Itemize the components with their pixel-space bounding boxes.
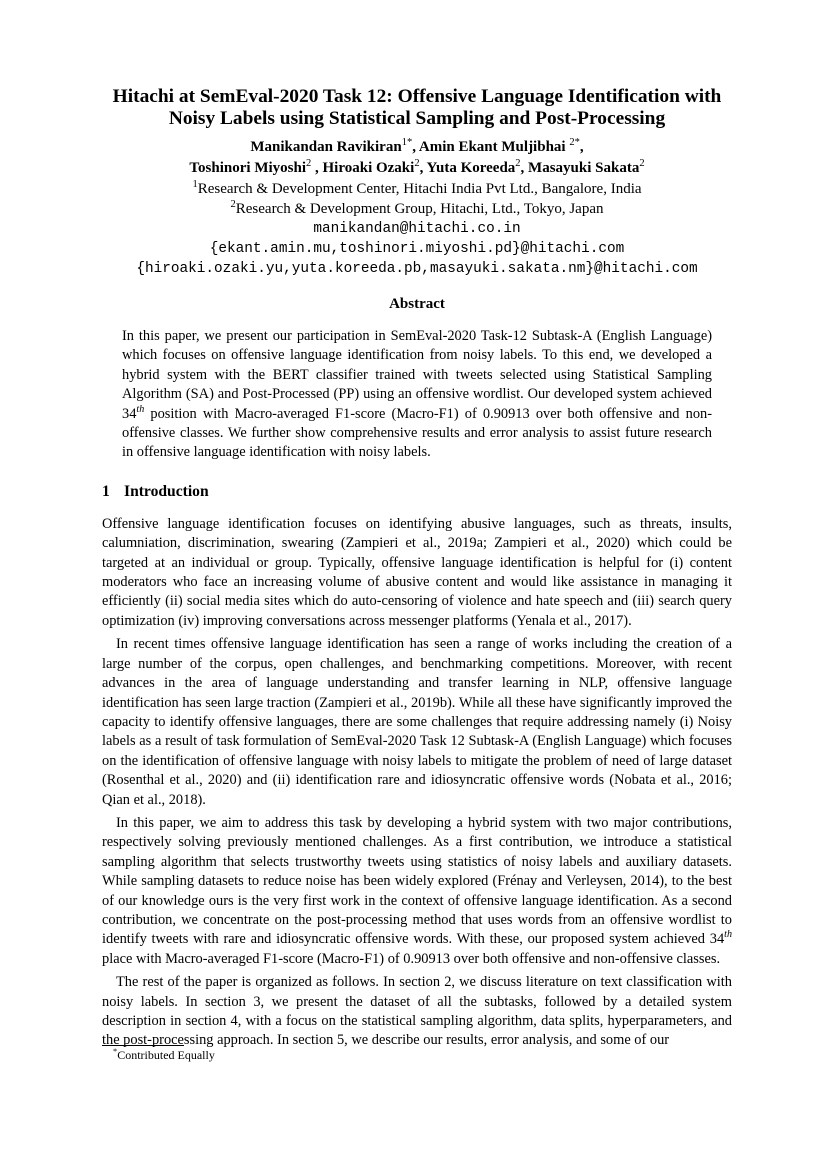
footnote-divider [102,1045,184,1046]
paragraph-2: In recent times offensive language identification has seen a range of works including the creation of a large number of the corpus, open challenges, and benchmarking competitions. Moreover, with recent advances in the area of language understanding and transfer learning in NLP, offensive language identification has seen large traction (Zampieri et al., 2019b). While all these have significantly improved the capacity to identify offensive languages, there are some challenges that require addressing namely (i) Noisy labels as a result of task formulation of SemEval-2020 Task 12 Subtask-A (English Language) which focuses on the identification of offensive language with noisy labels to mitigate the problem of need of large dataset (Rosenthal et al., 2020) and (ii) identification rare and idiosyncratic offensive words (Nobata et al., 2016; Qian et al., 2018). [102,636,732,808]
author-sep: , [412,139,419,155]
paper-title [102,86,732,130]
affiliation-sup: 2 [230,199,236,210]
paragraph-1: Offensive language identification focuses on identifying abusive languages, such as threats, insults, calumniation, discrimination, swearing (Zampieri et al., 2019a; Zampieri et al., 2020) which could be targeted at an individual or group. Typically, offensive language identification is helpful for (i) content moderators who face an increasing volume of abusive content and would like assistance in managing it efficiently (ii) social media sites which do auto-censoring of violence and hate speech and (iii) search query optimization (iv) improving conversations across messenger platforms (Yenala et al., 2017). [102,515,732,629]
affiliation-2 [102,199,732,219]
paper-page [102,86,732,1055]
author-list [102,137,732,179]
author-name: Yuta Koreeda [426,160,516,176]
paragraph-4: The rest of the paper is organized as follows. In section 2, we discuss literature on text classification with noisy labels. In section 3, we present the dataset of all the subtasks, followed by a detailed system description in section 4, with a focus on the statistical sampling algorithm, data splits, hyperparameters, and the post-processing approach. In section 5, we describe our results, error analysis, and some of our [102,974,732,1049]
affiliation-text: Research & Development Group, Hitachi, Ltd., Tokyo, Japan [235,201,604,217]
author-sup: 2 [414,158,420,169]
paragraph-3 [102,814,732,969]
title-line-2: Noisy Labels using Statistical Sampling and Post-Processing [168,108,666,129]
author-sup: 1* [401,137,413,148]
footnote-text: Contributed Equally [117,1048,215,1062]
affiliation-sup: 1 [192,179,198,190]
affiliation-text: Research & Development Center, Hitachi India Pvt Ltd., Bangalore, India [197,181,642,197]
footnote [113,1048,215,1063]
paragraph-3-rank-sup: th [724,929,732,941]
footnote-mark: * [113,1047,118,1056]
author-sup: 2 [306,158,312,169]
abstract-rank: 34 [122,405,137,422]
section-heading [102,483,732,501]
paragraph-3-rank: 34 [709,931,725,948]
email-1: manikandan@hitachi.co.in [313,221,521,237]
abstract-heading: Abstract [389,296,445,312]
email-3: {hiroaki.ozaki.yu,yuta.koreeda.pb,masayuki.sakata.nm}@hitachi.com [136,261,698,277]
author-sep: , [520,160,529,176]
paragraph-3-part-1: In this paper, we aim to address this task by developing a hybrid system with two major contributions, respectively solving previously mentioned challenges. As a first contribution, we introduce a statistical sampling algorithm that selects trustworthy tweets using statistics of noisy labels and auxiliary datasets. While sampling datasets to reduce noise has been widely explored (Frénay and Verleysen, 2014), to the best of our knowledge ours is the very first work in the context of offensive language identification. As a second contribution, we concentrate on the post-processing method that uses words from an offensive wordlist to identify tweets with rare and idiosyncratic offensive words. With these, our proposed system achieved [102,814,732,948]
abstract-text [122,327,712,463]
affiliation-1 [102,179,732,199]
author-sup: 2* [569,137,580,148]
section-body [102,515,732,1051]
author-sep: , [579,139,584,155]
email-2: {ekant.amin.mu,toshinori.miyoshi.pd}@hitachi.com [209,241,625,257]
author-name: Masayuki Sakata [528,160,640,176]
section-number: 1 [102,482,110,500]
section-title: Introduction [124,482,209,500]
author-sup: 2 [515,158,521,169]
title-line-1: Hitachi at SemEval-2020 Task 12: Offensive Language Identification with [112,86,722,107]
author-name: Toshinori Miyoshi [189,160,306,176]
author-name: Amin Ekant Muljibhai [418,139,566,155]
paragraph-3-part-2: place with Macro-averaged F1-score (Macro-F1) of 0.90913 over both offensive and non-offensive classes. [102,950,721,967]
abstract-part-2: position with Macro-averaged F1-score (Macro-F1) of 0.90913 over both offensive and non-offensive classes. We further show comprehensive results and error analysis to assist future research in offensive language identification with noisy labels. [122,405,712,461]
author-name: Manikandan Ravikiran [250,139,402,155]
author-sep: , [419,160,427,176]
abstract-rank-sup: th [136,403,145,415]
author-sup: 2 [639,158,645,169]
author-sep: , [311,160,323,176]
abstract-part-1: In this paper, we present our participation in SemEval-2020 Task-12 Subtask-A (English Language) which focuses on offensive language identification from noisy labels. To this end, we developed a hybrid system with the BERT classifier trained with tweets selected using Statistical Sampling Algorithm (SA) and Post-Processed (PP) using an offensive wordlist. Our developed system achieved [122,328,712,403]
author-name: Hiroaki Ozaki [322,160,415,176]
